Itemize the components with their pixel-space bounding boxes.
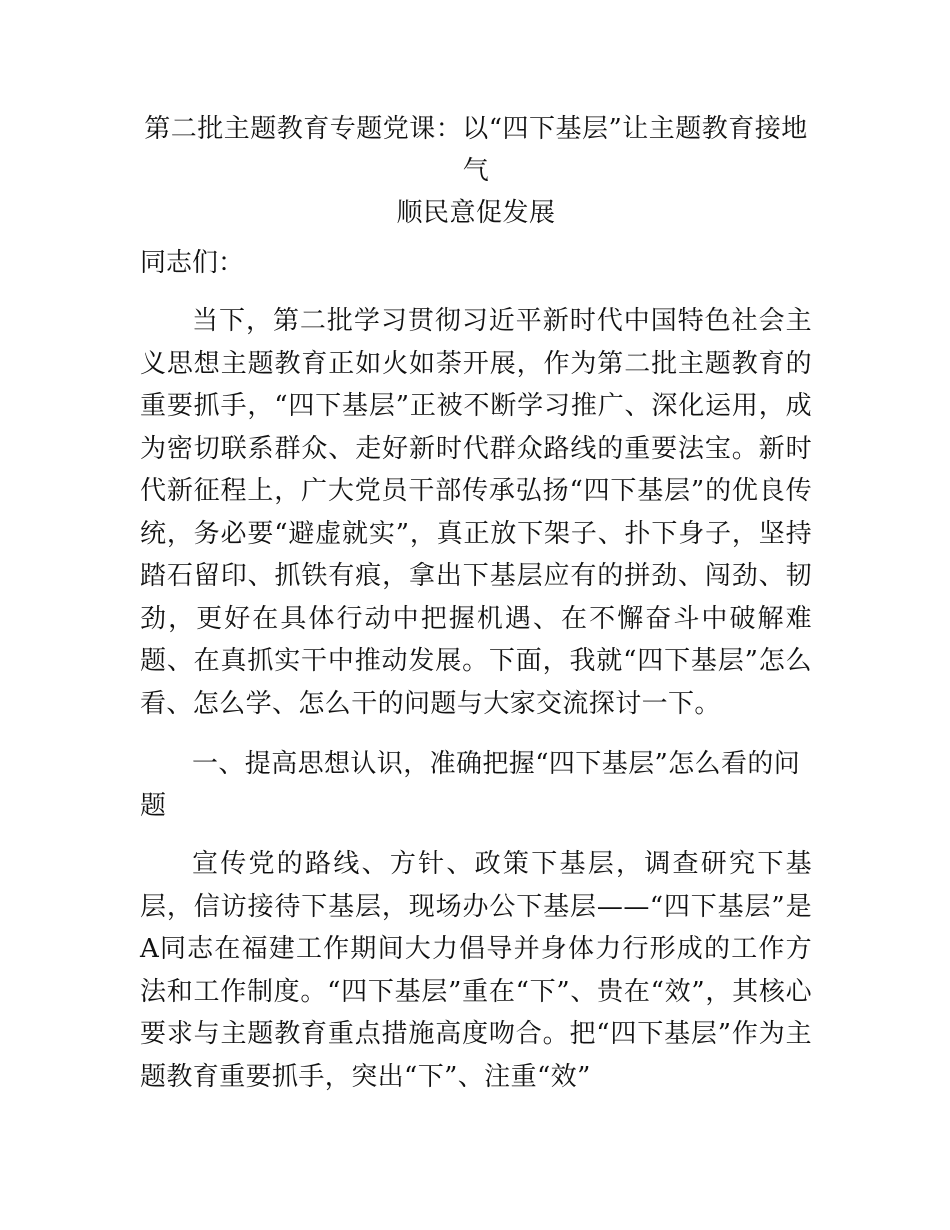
body-paragraph-1: 当下，第二批学习贯彻习近平新时代中国特色社会主义思想主题教育正如火如荼开展，作为第二批主题教育的重要抓手，“四下基层”正被不断学习推广、深化运用，成为密切联系群众、走好新时代群众路线的重要法宝。新时代新征程上，广大党员干部传承弘扬“四下基层”的优良传统，务必要“避虚就实”，真正放下架子、扑下身子，坚持踏石留印、抓铁有痕，拿出下基层应有的拼劲、闯劲、韧劲，更好在具体行动中把握机遇、在不懈奋斗中破解难题、在真抓实干中推动发展。下面，我就“四下基层”怎么看、怎么学、怎么干的问题与大家交流探讨一下。 [140,306,812,719]
title-line-1: 第二批主题教育专题党课：以“四下基层”让主题教育接地气 [144,114,808,186]
salutation: 同志们： [140,248,245,278]
section-heading-1: 一、提高思想认识，准确把握“四下基层”怎么看的问题 [140,749,801,821]
document-page [140,108,812,1098]
document-title [140,108,812,234]
body-paragraph-2: 宣传党的路线、方针、政策下基层，调查研究下基层，信访接待下基层，现场办公下基层——“四下基层”是A同志在福建工作期间大力倡导并身体力行形成的工作方法和工作制度。“四下基层”重在“下”、贵在“效”，其核心要求与主题教育重点措施高度吻合。把“四下基层”作为主题教育重要抓手，突出“下”、注重“效” [140,849,812,1092]
title-line-2: 顺民意促发展 [396,198,556,228]
